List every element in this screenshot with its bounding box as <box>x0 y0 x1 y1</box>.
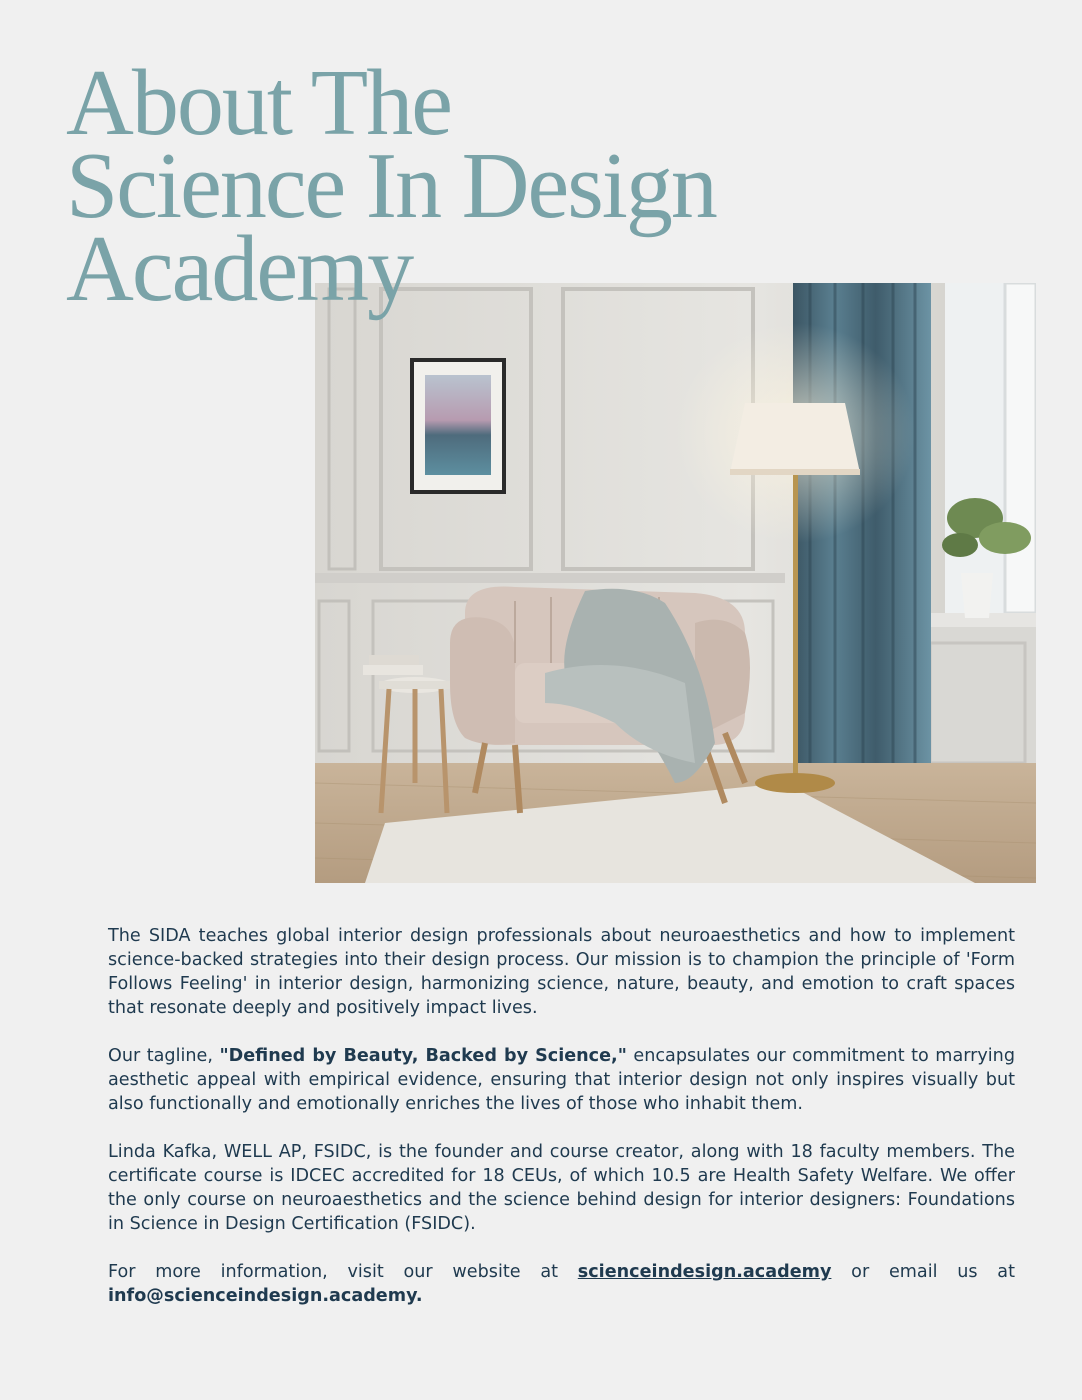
tagline-description: encapsulates our commitment to marrying aesthetic appeal with empirical evidence, ensuring that interior design not only inspires visually but also functionally and emotionally enriches the lives of those who inhabit them. <box>108 1046 1015 1114</box>
tagline-intro: Our tagline, <box>108 1046 220 1066</box>
email-address[interactable]: info@scienceindesign.academy. <box>108 1286 423 1306</box>
title-line-1: About The <box>66 51 451 155</box>
website-link[interactable]: scienceindesign.academy <box>577 1262 832 1282</box>
founder-paragraph: Linda Kafka, WELL AP, FSIDC, is the founder and course creator, along with 18 faculty members. The certificate course is IDCEC accredited for 18 CEUs, of which 10.5 are Health Safety Welfare. We offer the only course on neuroaesthetics and the science behind design for interior designers: Foundations in Science in Design Certification (FSIDC). <box>108 1142 1015 1234</box>
intro-paragraph: The SIDA teaches global interior design professionals about neuroaesthetics and how to implement science-backed strategies into their design process. Our mission is to champion the principle of 'Form Follows Feeling' in interior design, harmonizing science, nature, beauty, and emotion to craft spaces that resonate deeply and positively impact lives. <box>108 926 1015 1018</box>
title-line-2: Science In Design <box>66 134 716 238</box>
about-body <box>108 924 1015 1332</box>
tagline-text: "Defined by Beauty, Backed by Science," <box>219 1046 627 1066</box>
interior-scene-illustration <box>315 283 1036 883</box>
contact-intro: For more information, visit our website at <box>108 1262 578 1282</box>
contact-middle: or email us at <box>831 1262 1015 1282</box>
page-title <box>66 51 716 321</box>
title-line-3: Academy <box>66 217 413 321</box>
interior-living-room-photo <box>315 283 1036 883</box>
contact-paragraph <box>108 1260 1015 1308</box>
tagline-paragraph <box>108 1044 1015 1116</box>
